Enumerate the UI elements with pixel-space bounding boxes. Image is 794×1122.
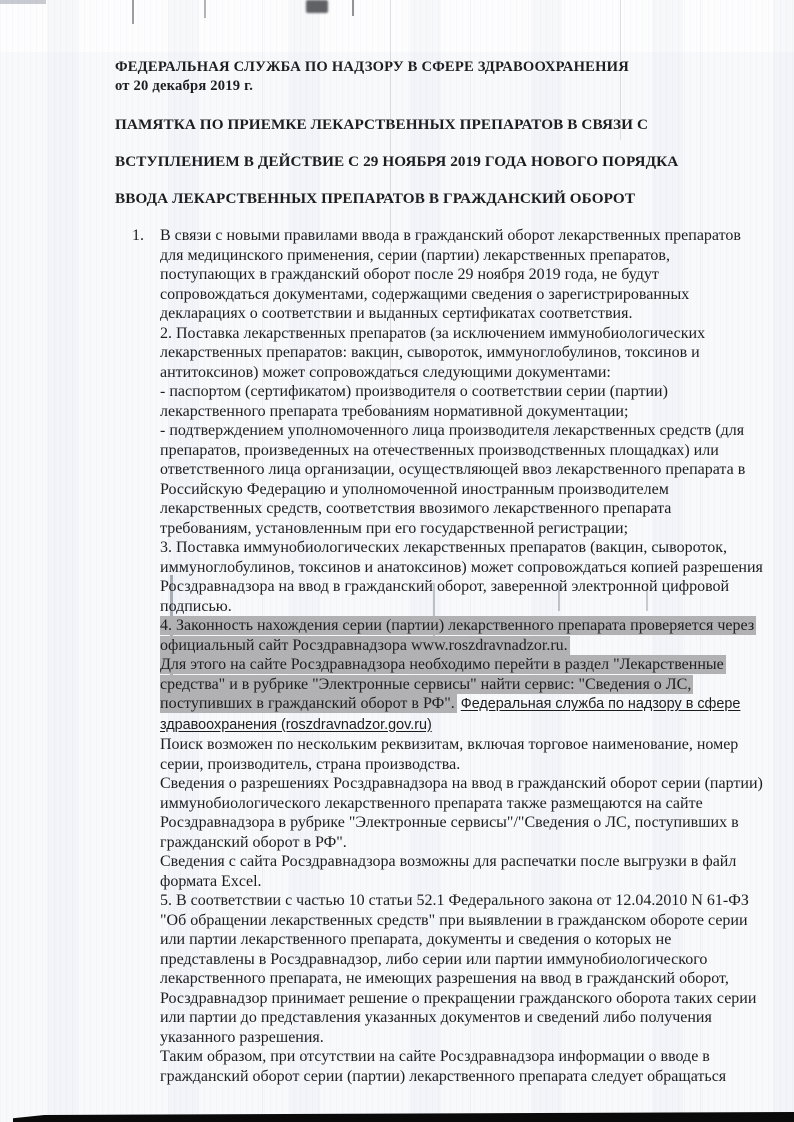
roszdravnadzor-link[interactable]: Федеральная служба по надзору в сфере здравоохранения (roszdravnadzor.gov.ru) (160, 696, 741, 733)
document-title (115, 115, 765, 208)
scan-edge-artifact (13, 1112, 794, 1122)
doc-paragraph (160, 538, 766, 616)
text-segment: 2. Поставка лекарственных препаратов (за исключением иммунобиологических лекарственных препаратов: вакцин, сывороток, иммуноглобулинов, токсинов и антитоксинов) может сопровождаться следующими документами: (160, 324, 706, 381)
text-segment: В связи с новыми правилами ввода в гражданский оборот лекарственных препаратов для медицинского применения, серии (партии) лекарственных препаратов, поступающих в гражданский оборот после 29 ноября 2019 года, не будут сопровождаться документами, содержащими сведения о зарегистрированных декларациях о соответствии и выданных сертификатах соответствия. (160, 227, 741, 322)
doc-paragraph (160, 324, 766, 383)
doc-paragraph (160, 655, 766, 735)
scan-smudge-artifact (306, 0, 328, 13)
scan-corner-artifact (0, 0, 46, 4)
text-segment: Поиск возможен по нескольким реквизитам, включая торговое наименование, номер серии, производитель, страна производства. (160, 736, 739, 773)
text-segment: Таким образом, при отсутствии на сайте Росздравнадзора информации о вводе в гражданский оборот серии (партии) лекарственного препарата следует обращаться (160, 1048, 727, 1085)
scan-streak-artifact (352, 0, 354, 16)
highlighted-text: Для этого на сайте Росздравнадзора необходимо перейти в раздел "Лекарственные средства" и в рубрике "Электронные сервисы" найти сервис: "Сведения о ЛС, поступивших в гражданский оборот в РФ". (160, 656, 724, 712)
doc-paragraph (160, 1047, 766, 1086)
text-segment: 5. В соответствии с частью 10 статьи 52.1 Федерального закона от 12.04.2010 N 61-ФЗ "Об обращении лекарственных средств" при выявлении в гражданском обороте серии или партии лекарственного препарата, документы и сведения о которых не представлены в Росздравнадзор, либо серии или партии иммунобиологического лекарственного препарата, не имеющих разрешения на ввод в гражданский оборот, Росздравнадзор принимает решение о прекращении гражданского оборота таких серии или партии до представления указанных документов и сведений либо получения указанного разрешения. (160, 892, 757, 1046)
text-segment: - паспортом (сертификатом) производителя о соответствии серии (партии) лекарственного препарата требованиям нормативной документации; (160, 383, 668, 420)
doc-paragraph (160, 852, 766, 891)
text-segment: Сведения о разрешениях Росздравнадзора на ввод в гражданский оборот серии (партии) иммунобиологического лекарственного препарата также размещаются на сайте Росздравнадзора в рубрике "Электронные сервисы"/"Сведения о ЛС, поступивших в гражданский оборот в РФ". (160, 775, 763, 851)
issuing-authority: ФЕДЕРАЛЬНАЯ СЛУЖБА ПО НАДЗОРУ В СФЕРЕ ЗДРАВООХРАНЕНИЯ (115, 59, 629, 75)
highlighted-text: 4. Законность нахождения серии (партии) лекарственного препарата проверяется через официальный сайт Росздравнадзора www.roszdravnadzor.ru. (160, 617, 755, 654)
text-segment: Сведения с сайта Росздравнадзора возможны для распечатки после выгрузки в файл формата Excel. (160, 853, 737, 890)
document-body (132, 226, 766, 1086)
scan-streak-artifact (204, 0, 206, 18)
document-title-line: ПАМЯТКА ПО ПРИЕМКЕ ЛЕКАРСТВЕННЫХ ПРЕПАРАТОВ В СВЯЗИ С (115, 116, 649, 133)
doc-paragraph (160, 421, 766, 538)
document-title-line: ВВОДА ЛЕКАРСТВЕННЫХ ПРЕПАРАТОВ В ГРАЖДАНСКИЙ ОБОРОТ (115, 190, 636, 207)
doc-paragraph (160, 774, 766, 852)
document-date: от 20 декабря 2019 г. (115, 78, 254, 94)
list-number: 1. (132, 227, 144, 244)
document-content (115, 58, 765, 1086)
document-title-line: ВСТУПЛЕНИЕМ В ДЕЙСТВИЕ С 29 НОЯБРЯ 2019 ГОДА НОВОГО ПОРЯДКА (115, 153, 679, 170)
doc-paragraph (132, 226, 766, 324)
scan-streak-artifact (132, 0, 134, 24)
doc-paragraph (160, 735, 766, 774)
doc-paragraph (160, 382, 766, 421)
text-segment: - подтверждением уполномоченного лица производителя лекарственных средств (для препаратов, произведенных на отечественных производственных площадках) или ответственного лица организации, осуществляющей ввоз лекарственного препарата в Российскую Федерацию и уполномоченной иностранным производителем лекарственных средств, соответствия ввозимого лекарственного препарата требованиям, установленным при его государственной регистрации; (160, 422, 746, 537)
doc-paragraph (160, 891, 766, 1047)
text-segment: 3. Поставка иммунобиологических лекарственных препаратов (вакцин, сывороток, иммуноглобулинов, токсинов и анатоксинов) может сопровождаться копией разрешения Росздравнадзора на ввод в гражданский оборот, заверенной электронной цифровой подписью. (160, 539, 763, 615)
doc-paragraph (160, 616, 766, 655)
